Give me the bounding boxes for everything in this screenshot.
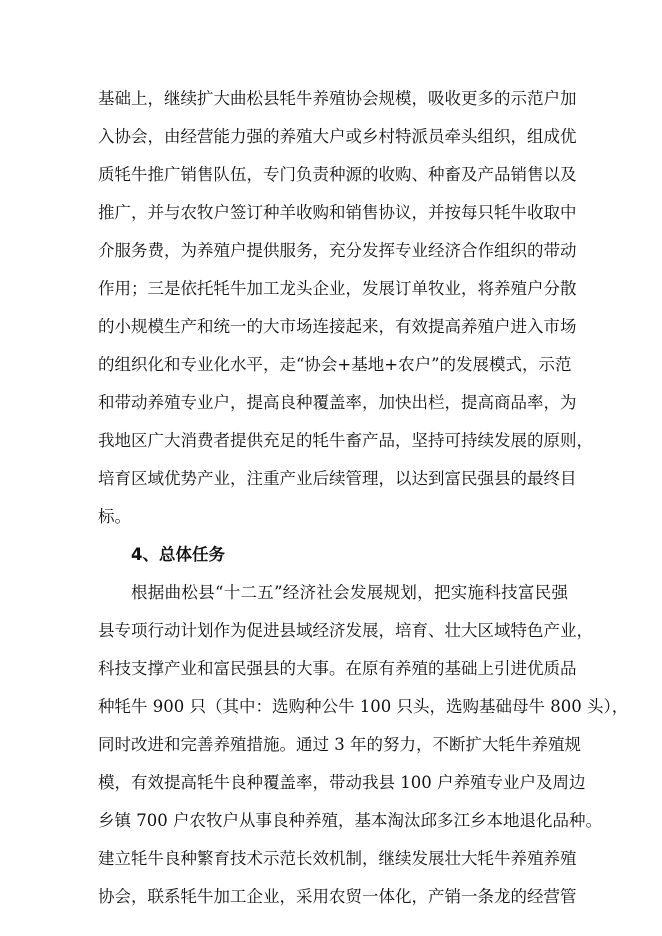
paragraph-1-line-5: 介服务费，为养殖户提供服务，充分发挥专业经济合作组织的带动 bbox=[98, 241, 577, 260]
paragraph-1-line-8: 的组织化和专业化水平，走“协会+基地+农户”的发展模式，示范 bbox=[98, 355, 572, 374]
paragraph-2-line-5: 同时改进和完善养殖措施。通过 3 年的努力，不断扩大牦牛养殖规 bbox=[98, 735, 581, 754]
paragraph-2-line-8: 建立牦牛良种繁育技术示范长效机制，继续发展壮大牦牛养殖养殖 bbox=[98, 849, 577, 868]
paragraph-1-line-3: 质牦牛推广销售队伍，专门负责种源的收购、种畜及产品销售以及 bbox=[98, 165, 577, 184]
paragraph-1-line-9: 和带动养殖专业户，提高良种覆盖率，加快出栏，提高商品率，为 bbox=[98, 393, 577, 412]
paragraph-1-line-4: 推广，并与农牧户签订种羊收购和销售协议，并按每只牦牛收取中 bbox=[98, 203, 577, 222]
paragraph-1-line-10: 我地区广大消费者提供充足的牦牛畜产品，坚持可持续发展的原则， bbox=[98, 431, 593, 450]
paragraph-2-line-6: 模，有效提高牦牛良种覆盖率，带动我县 100 户养殖专业户及周边 bbox=[98, 773, 586, 792]
paragraph-2-line-2: 县专项行动计划作为促进县域经济发展，培育、壮大区域特色产业， bbox=[98, 621, 593, 640]
paragraph-2-line-1: 根据曲松县“十二五”经济社会发展规划，把实施科技富民强 bbox=[131, 583, 568, 602]
section-heading: 4、总体任务 bbox=[131, 545, 225, 564]
paragraph-2-line-9: 协会，联系牦牛加工企业，采用农贸一体化，产销一条龙的经营管 bbox=[98, 887, 577, 906]
paragraph-1-line-1: 基础上，继续扩大曲松县牦牛养殖协会规模，吸收更多的示范户加 bbox=[98, 89, 577, 108]
paragraph-1-line-7: 的小规模生产和统一的大市场连接起来，有效提高养殖户进入市场 bbox=[98, 317, 577, 336]
paragraph-1-line-12: 标。 bbox=[98, 507, 131, 526]
paragraph-2-line-7: 乡镇 700 户农牧户从事良种养殖，基本淘汰邱多江乡本地退化品种。 bbox=[98, 811, 602, 830]
paragraph-2-line-4: 种牦牛 900 只（其中：选购种公牛 100 只头，选购基础母牛 800 头）， bbox=[98, 697, 629, 716]
paragraph-2-line-3: 科技支撑产业和富民强县的大事。在原有养殖的基础上引进优质品 bbox=[98, 659, 577, 678]
paragraph-1-line-6: 作用；三是依托牦牛加工龙头企业，发展订单牧业，将养殖户分散 bbox=[98, 279, 577, 298]
paragraph-1-line-11: 培育区域优势产业，注重产业后续管理，以达到富民强县的最终目 bbox=[98, 469, 577, 488]
paragraph-1-line-2: 入协会，由经营能力强的养殖大户或乡村特派员牵头组织，组成优 bbox=[98, 127, 577, 146]
